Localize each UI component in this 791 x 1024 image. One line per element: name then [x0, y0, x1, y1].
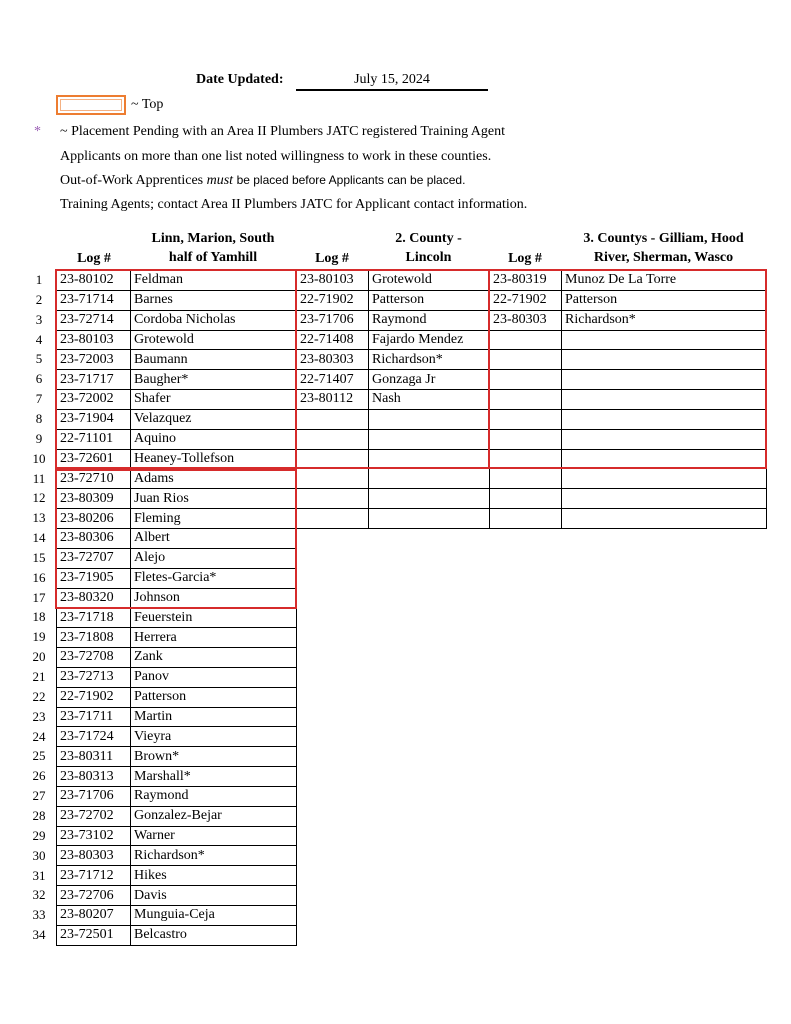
row-number: 18	[32, 609, 46, 625]
log-number-cell: 23-80103	[57, 330, 131, 350]
applicant-name-cell: Barnes	[131, 290, 297, 310]
log-number-cell: 23-80303	[57, 846, 131, 866]
log-number-cell	[297, 489, 369, 509]
row-number: 6	[35, 371, 43, 387]
table-row	[57, 489, 297, 509]
table-row	[57, 568, 297, 588]
log-number-cell: 23-80311	[57, 747, 131, 767]
log-number-cell: 23-72003	[57, 350, 131, 370]
applicant-name-cell: Fleming	[131, 509, 297, 529]
log-number-cell: 22-71407	[297, 370, 369, 390]
table-row	[57, 409, 297, 429]
log-number-cell	[490, 409, 562, 429]
applicant-name-cell: Adams	[131, 469, 297, 489]
table-row	[490, 489, 767, 509]
table-row	[57, 687, 297, 707]
row-number: 19	[32, 629, 46, 645]
list3-name-header	[561, 229, 766, 267]
log-number-cell: 23-71808	[57, 628, 131, 648]
table-row	[490, 271, 767, 291]
table-row	[490, 390, 767, 410]
applicant-name-cell	[369, 429, 490, 449]
note-oow-prefix: Out-of-Work Apprentices	[60, 173, 204, 188]
row-number: 23	[32, 708, 46, 724]
log-number-cell: 23-71724	[57, 727, 131, 747]
table-row	[57, 449, 297, 469]
applicant-name-cell	[562, 370, 767, 390]
log-number-cell: 23-71711	[57, 707, 131, 727]
log-number-cell: 23-72601	[57, 449, 131, 469]
applicant-name-cell: Baumann	[131, 350, 297, 370]
row-number: 28	[32, 807, 46, 823]
log-number-cell: 23-80206	[57, 509, 131, 529]
table-row	[297, 489, 490, 509]
applicant-name-cell: Patterson	[131, 687, 297, 707]
date-updated-label: Date Updated:	[196, 72, 284, 87]
applicant-name-cell	[562, 409, 767, 429]
applicant-name-cell: Belcastro	[131, 925, 297, 945]
log-number-cell	[490, 330, 562, 350]
applicant-name-cell	[562, 390, 767, 410]
log-number-cell	[490, 509, 562, 529]
applicant-name-cell	[562, 429, 767, 449]
applicant-name-cell: Davis	[131, 886, 297, 906]
table-row	[57, 390, 297, 410]
log-number-cell	[297, 449, 369, 469]
row-number: 15	[32, 549, 46, 565]
row-number: 4	[35, 331, 43, 347]
log-number-cell: 23-80319	[490, 271, 562, 291]
row-number: 12	[32, 490, 46, 506]
table-row	[57, 628, 297, 648]
log-number-cell: 23-71712	[57, 866, 131, 886]
log-number-cell: 23-71904	[57, 409, 131, 429]
applicant-name-cell: Juan Rios	[131, 489, 297, 509]
applicant-name-cell: Patterson	[369, 290, 490, 310]
applicant-name-cell: Gonzaga Jr	[369, 370, 490, 390]
applicant-name-cell: Martin	[131, 707, 297, 727]
table-row	[57, 866, 297, 886]
log-number-cell	[490, 449, 562, 469]
applicant-name-cell: Raymond	[131, 786, 297, 806]
row-number: 8	[35, 410, 43, 426]
table-row	[57, 608, 297, 628]
list2-name-header-line1: 2. County -	[395, 231, 462, 246]
table-row	[57, 548, 297, 568]
table-row	[297, 290, 490, 310]
row-number: 22	[32, 688, 46, 704]
row-number: 31	[32, 867, 46, 883]
applicant-name-cell: Munoz De La Torre	[562, 271, 767, 291]
list1-name-header-line2: half of Yamhill	[168, 250, 258, 265]
log-number-cell: 23-71717	[57, 370, 131, 390]
applicant-name-cell: Velazquez	[131, 409, 297, 429]
row-number: 13	[32, 510, 46, 526]
list2-table	[296, 270, 490, 529]
row-number: 2	[35, 291, 43, 307]
note-training-agents: Training Agents; contact Area II Plumbers JATC for Applicant contact information.	[60, 197, 528, 212]
log-number-cell	[490, 370, 562, 390]
applicant-name-cell	[562, 509, 767, 529]
row-number: 24	[32, 728, 46, 744]
list1-table	[56, 270, 297, 946]
table-row	[297, 429, 490, 449]
row-number: 9	[35, 430, 43, 446]
note-oow-must: must	[206, 173, 234, 188]
table-row	[297, 449, 490, 469]
row-number: 25	[32, 748, 46, 764]
table-row	[297, 469, 490, 489]
table-row	[490, 370, 767, 390]
applicant-name-cell	[369, 489, 490, 509]
row-number: 27	[32, 788, 46, 804]
applicant-name-cell: Feldman	[131, 271, 297, 291]
row-number: 3	[35, 311, 43, 327]
table-row	[490, 330, 767, 350]
log-number-cell: 23-72501	[57, 925, 131, 945]
list3-table	[489, 270, 767, 529]
row-number: 20	[32, 649, 46, 665]
row-number: 33	[32, 907, 46, 923]
applicant-name-cell: Grotewold	[369, 271, 490, 291]
log-number-cell: 23-72710	[57, 469, 131, 489]
table-row	[57, 350, 297, 370]
applicant-name-cell	[562, 449, 767, 469]
row-number: 30	[32, 847, 46, 863]
log-number-cell: 23-72706	[57, 886, 131, 906]
note-applicants: Applicants on more than one list noted willingness to work in these counties.	[60, 149, 492, 164]
row-number: 1	[35, 272, 43, 287]
row-number: 26	[32, 768, 46, 784]
list1-name-header	[130, 229, 296, 267]
list2-log-header: Log #	[315, 251, 349, 266]
table-row	[297, 271, 490, 291]
applicant-name-cell: Marshall*	[131, 767, 297, 787]
row-number: 7	[35, 391, 43, 407]
log-number-cell: 23-73102	[57, 826, 131, 846]
table-row	[297, 390, 490, 410]
applicant-name-cell: Nash	[369, 390, 490, 410]
log-number-cell	[297, 409, 369, 429]
applicant-name-cell	[562, 489, 767, 509]
log-number-cell	[490, 390, 562, 410]
row-number: 17	[32, 589, 46, 605]
log-number-cell: 23-71714	[57, 290, 131, 310]
row-number: 21	[32, 669, 46, 684]
log-number-cell	[490, 469, 562, 489]
row-number: 16	[32, 569, 46, 585]
applicant-name-cell: Patterson	[562, 290, 767, 310]
table-row	[297, 350, 490, 370]
table-row	[57, 588, 297, 608]
log-number-cell: 23-80207	[57, 906, 131, 926]
list3-name-header-line2: River, Sherman, Wasco	[593, 250, 734, 265]
table-row	[490, 469, 767, 489]
applicant-name-cell	[369, 509, 490, 529]
list1-name-header-line1: Linn, Marion, South	[151, 231, 275, 246]
log-number-cell: 23-80112	[297, 390, 369, 410]
log-number-cell: 23-80306	[57, 528, 131, 548]
top-legend-label: ~ Top	[131, 97, 164, 112]
log-number-cell: 22-71408	[297, 330, 369, 350]
table-row	[57, 925, 297, 945]
applicant-name-cell: Brown*	[131, 747, 297, 767]
table-row	[297, 330, 490, 350]
applicant-name-cell: Fajardo Mendez	[369, 330, 490, 350]
applicant-name-cell: Cordoba Nicholas	[131, 310, 297, 330]
note-out-of-work	[60, 173, 465, 189]
log-number-cell	[297, 509, 369, 529]
table-row	[490, 509, 767, 529]
applicant-name-cell: Feuerstein	[131, 608, 297, 628]
log-number-cell: 23-71718	[57, 608, 131, 628]
applicant-name-cell: Johnson	[131, 588, 297, 608]
log-number-cell	[297, 469, 369, 489]
table-row	[57, 429, 297, 449]
table-row	[297, 370, 490, 390]
top-legend-swatch	[56, 95, 126, 115]
applicant-name-cell: Munguia-Ceja	[131, 906, 297, 926]
table-row	[57, 846, 297, 866]
applicant-name-cell: Alejo	[131, 548, 297, 568]
table-row	[57, 906, 297, 926]
log-number-cell: 23-72702	[57, 806, 131, 826]
note-placement: ~ Placement Pending with an Area II Plumbers JATC registered Training Agent	[60, 124, 506, 139]
log-number-cell	[490, 429, 562, 449]
applicant-name-cell	[369, 409, 490, 429]
log-number-cell: 23-80313	[57, 767, 131, 787]
applicant-name-cell: Zank	[131, 648, 297, 668]
applicant-name-cell: Albert	[131, 528, 297, 548]
table-row	[490, 350, 767, 370]
log-number-cell: 23-80103	[297, 271, 369, 291]
applicant-name-cell: Baugher*	[131, 370, 297, 390]
applicant-name-cell	[369, 449, 490, 469]
table-row	[57, 707, 297, 727]
table-row	[57, 469, 297, 489]
row-number: 29	[32, 827, 46, 843]
log-number-cell	[490, 350, 562, 370]
applicant-name-cell: Vieyra	[131, 727, 297, 747]
log-number-cell: 23-72002	[57, 390, 131, 410]
applicant-name-cell	[562, 350, 767, 370]
applicant-name-cell	[369, 469, 490, 489]
applicant-name-cell: Richardson*	[562, 310, 767, 330]
applicant-name-cell: Shafer	[131, 390, 297, 410]
log-number-cell: 23-80102	[57, 271, 131, 291]
applicant-name-cell: Raymond	[369, 310, 490, 330]
row-number: 5	[35, 351, 43, 367]
table-row	[57, 330, 297, 350]
table-row	[57, 509, 297, 529]
table-row	[490, 290, 767, 310]
table-row	[297, 409, 490, 429]
table-row	[57, 786, 297, 806]
log-number-cell: 23-72714	[57, 310, 131, 330]
table-row	[57, 310, 297, 330]
log-number-cell: 23-72713	[57, 667, 131, 687]
note-oow-suffix: be placed before Applicants can be placed.	[236, 173, 466, 187]
log-number-cell: 23-72708	[57, 648, 131, 668]
log-number-cell: 23-80303	[297, 350, 369, 370]
applicant-name-cell: Aquino	[131, 429, 297, 449]
table-row	[297, 310, 490, 330]
log-number-cell: 23-71905	[57, 568, 131, 588]
log-number-cell: 23-72707	[57, 548, 131, 568]
list1-log-header: Log #	[77, 251, 111, 266]
applicant-name-cell: Richardson*	[131, 846, 297, 866]
table-row	[297, 509, 490, 529]
asterisk-marker: *	[34, 124, 41, 139]
applicant-name-cell: Richardson*	[369, 350, 490, 370]
table-row	[490, 429, 767, 449]
log-number-cell: 22-71902	[297, 290, 369, 310]
log-number-cell: 23-80303	[490, 310, 562, 330]
log-number-cell	[490, 489, 562, 509]
log-number-cell: 23-80320	[57, 588, 131, 608]
list3-name-header-line1: 3. Countys - Gilliam, Hood	[583, 231, 744, 246]
applicant-name-cell: Heaney-Tollefson	[131, 449, 297, 469]
row-number: 14	[32, 530, 46, 546]
applicant-name-cell: Herrera	[131, 628, 297, 648]
applicant-name-cell: Grotewold	[131, 330, 297, 350]
table-row	[57, 767, 297, 787]
row-number: 32	[32, 887, 46, 903]
log-number-cell: 22-71902	[490, 290, 562, 310]
applicant-name-cell: Hikes	[131, 866, 297, 886]
table-row	[57, 886, 297, 906]
row-number: 11	[32, 470, 46, 486]
table-row	[490, 449, 767, 469]
log-number-cell: 23-80309	[57, 489, 131, 509]
list3-log-header: Log #	[508, 251, 542, 266]
list2-name-header	[368, 229, 489, 267]
table-row	[57, 370, 297, 390]
row-number: 34	[32, 927, 46, 943]
row-number: 10	[32, 450, 46, 466]
table-row	[57, 727, 297, 747]
applicant-name-cell: Fletes-Garcia*	[131, 568, 297, 588]
table-row	[490, 409, 767, 429]
table-row	[57, 806, 297, 826]
date-updated-value: July 15, 2024	[296, 72, 488, 91]
table-row	[57, 271, 297, 291]
table-row	[57, 528, 297, 548]
table-row	[57, 747, 297, 767]
applicant-name-cell: Gonzalez-Bejar	[131, 806, 297, 826]
list2-name-header-line2: Lincoln	[405, 250, 452, 265]
table-row	[57, 290, 297, 310]
log-number-cell: 22-71101	[57, 429, 131, 449]
table-row	[57, 667, 297, 687]
log-number-cell	[297, 429, 369, 449]
applicant-name-cell	[562, 469, 767, 489]
applicant-name-cell: Panov	[131, 667, 297, 687]
applicant-name-cell	[562, 330, 767, 350]
applicant-name-cell: Warner	[131, 826, 297, 846]
table-row	[490, 310, 767, 330]
log-number-cell: 22-71902	[57, 687, 131, 707]
table-row	[57, 826, 297, 846]
log-number-cell: 23-71706	[57, 786, 131, 806]
table-row	[57, 648, 297, 668]
log-number-cell: 23-71706	[297, 310, 369, 330]
